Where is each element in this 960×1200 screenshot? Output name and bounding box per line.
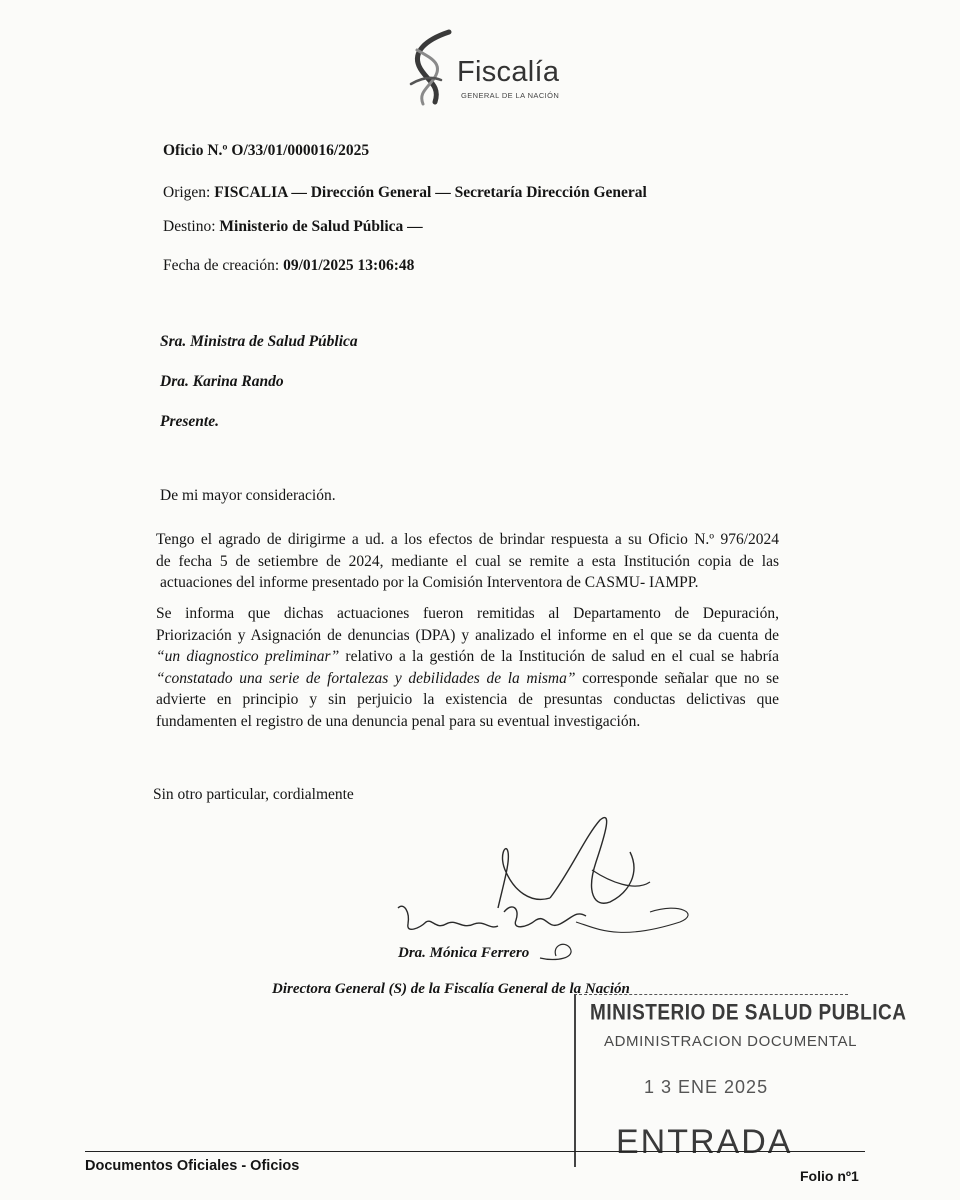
footer-divider <box>85 1151 865 1152</box>
fiscalia-emblem-icon <box>405 28 457 108</box>
addressee-line1: Sra. Ministra de Salud Pública <box>160 333 358 350</box>
fecha-label: Fecha de creación: <box>163 257 280 274</box>
addressee-line2: Dra. Karina Rando <box>160 373 284 390</box>
paragraph-line: “un diagnostico preliminar” relativo a la gestión de la Institución de salud en el cual se habría <box>156 648 779 665</box>
fiscalia-logo <box>405 28 575 108</box>
destino-line <box>163 218 423 236</box>
quote-diagnostico: “un diagnostico preliminar” <box>156 648 340 665</box>
signatory-name: Dra. Mónica Ferrero <box>398 945 530 961</box>
addressee-line3: Presente. <box>160 413 219 430</box>
closing: Sin otro particular, cordialmente <box>153 786 354 803</box>
stamp-ministry: MINISTERIO DE SALUD PUBLICA <box>590 1001 907 1026</box>
logo-subtitle: GENERAL DE LA NACIÓN <box>461 91 560 100</box>
destino-label: Destino: <box>163 218 216 235</box>
stamp-department: ADMINISTRACION DOCUMENTAL <box>604 1033 858 1050</box>
origen-line <box>163 184 647 202</box>
paragraph-line: Se informa que dichas actuaciones fueron remitidas al Departamento de Depuración, <box>156 605 779 622</box>
paragraph-line: de fecha 5 de setiembre de 2024, mediante el cual se remite a esta Institución copia de las <box>156 552 779 570</box>
paragraph-line: fundamenten el registro de una denuncia penal para su eventual investigación. <box>156 712 641 730</box>
paragraph-line: advierte en principio y sin perjuicio la existencia de presuntas conductas delictivas que <box>156 691 779 708</box>
signatory-title: Directora General (S) de la Fiscalía General de la Nación <box>272 981 630 997</box>
body-paragraph-1 <box>156 529 779 594</box>
stamp-entrada: ENTRADA <box>616 1123 793 1161</box>
stamp-date: 1 3 ENE 2025 <box>644 1077 769 1097</box>
destino-value: Ministerio de Salud Pública — <box>219 218 423 235</box>
logo-wordmark: Fiscalía <box>457 56 560 88</box>
quote-fortalezas: “constatado una serie de fortalezas y debilidades de la misma” <box>156 669 576 687</box>
footer-folio: Folio nº1 <box>800 1168 859 1184</box>
oficio-number: Oficio N.º O/33/01/000016/2025 <box>163 142 370 159</box>
reception-stamp <box>574 994 907 1167</box>
paragraph-line: “constatado una serie de fortalezas y debilidades de la misma” corresponde señalar que no se <box>156 669 779 687</box>
paragraph-line: Tengo el agrado de dirigirme a ud. a los efectos de brindar respuesta a su Oficio N.º 976/2024 <box>156 531 779 548</box>
fecha-value: 09/01/2025 13:06:48 <box>283 257 415 274</box>
origen-label: Origen: <box>163 184 211 201</box>
body-paragraph-2 <box>156 603 779 732</box>
paragraph-line: actuaciones del informe presentado por la Comisión Interventora de CASMU- IAMPP. <box>160 574 699 591</box>
greeting: De mi mayor consideración. <box>160 487 336 504</box>
paragraph-line: Priorización y Asignación de denuncias (DPA) y analizado el informe en el que se da cuenta de <box>156 626 779 644</box>
footer-document-type: Documentos Oficiales - Oficios <box>85 1158 300 1174</box>
origen-value: FISCALIA — Dirección General — Secretaría Dirección General <box>214 184 647 201</box>
fecha-line <box>163 257 414 275</box>
